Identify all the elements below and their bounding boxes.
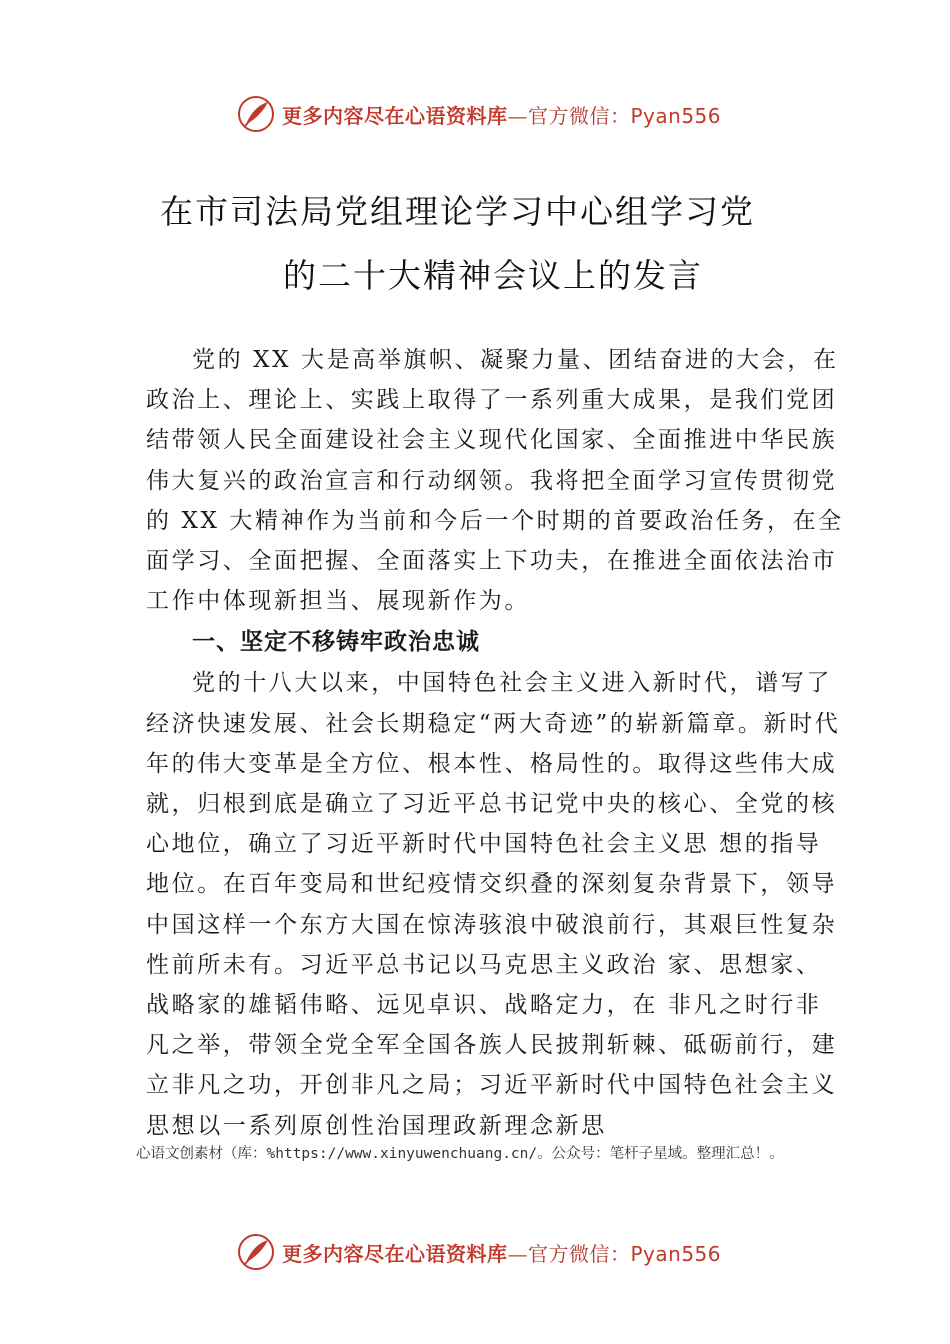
banner-main: 更多内容尽在心语资料库 bbox=[282, 103, 508, 128]
banner-wechat-id: Pyan556 bbox=[630, 103, 722, 128]
document-title-line-2: 的二十大精神会议上的发言 bbox=[283, 256, 703, 295]
banner-label: 官方微信： bbox=[528, 103, 631, 128]
banner-main: 更多内容尽在心语资料库 bbox=[282, 1241, 508, 1266]
banner-wechat-id: Pyan556 bbox=[630, 1241, 722, 1266]
document-title-line-1: 在市司法局党组理论学习中心组学习党 bbox=[160, 192, 755, 231]
document-body bbox=[146, 340, 846, 1146]
banner-separator: — bbox=[507, 1241, 528, 1266]
source-note: 心语文创素材（库：%https://www.xinyuwenchuang.cn/。公众号：笔杆子星域。整理汇总！。 bbox=[136, 1146, 784, 1162]
banner-label: 官方微信： bbox=[528, 1241, 631, 1266]
feather-pen-logo-icon bbox=[236, 94, 276, 134]
banner-separator: — bbox=[507, 103, 528, 128]
intro-paragraph: 党的 XX 大是高举旗帜、凝聚力量、团结奋进的大会，在政治上、理论上、实践上取得了一系列重大成果，是我们党团结带领人民全面建设社会主义现代化国家、全面推进中华民族伟大复兴的政治宣言和行动纲领。我将把全面学习宣传贯彻党的 XX 大精神作为当前和今后一个时期的首要政治任务，在全面学习、全面把握、全面落实上下功夫，在推进全面依法治市工作中体现新担当、展现新作为。 bbox=[146, 347, 844, 615]
banner-text bbox=[282, 100, 721, 129]
footer-banner bbox=[236, 1232, 721, 1272]
feather-pen-logo-icon bbox=[236, 1232, 276, 1272]
section-heading-1: 一、坚定不移铸牢政治忠诚 bbox=[192, 629, 480, 656]
header-banner bbox=[236, 94, 721, 134]
section-1-paragraph: 党的十八大以来，中国特色社会主义进入新时代，谱写了经济快速发展、社会长期稳定“两大奇迹”的崭新篇章。新时代年的伟大变革是全方位、根本性、格局性的。取得这些伟大成就，归根到底是确立了习近平总书记党中央的核心、全党的核心地位，确立了习近平新时代中国特色社会主义思 想的指导地位。在百年变局和世纪疫情交织叠的深刻复杂背景下，领导中国这样一个东方大国在惊涛骇浪中破浪前行，其艰巨性复杂性前所未有。习近平总书记以马克思主义政治 家、思想家、战略家的雄韬伟略、远见卓识、战略定力，在 非凡之时行非凡之举，带领全党全军全国各族人民披荆斩棘、砥砺前行，建立非凡之功，开创非凡之局；习近平新时代中国特色社会主义思想以一系列原创性治国理政新理念新思 bbox=[146, 670, 841, 1139]
banner-text bbox=[282, 1238, 721, 1267]
